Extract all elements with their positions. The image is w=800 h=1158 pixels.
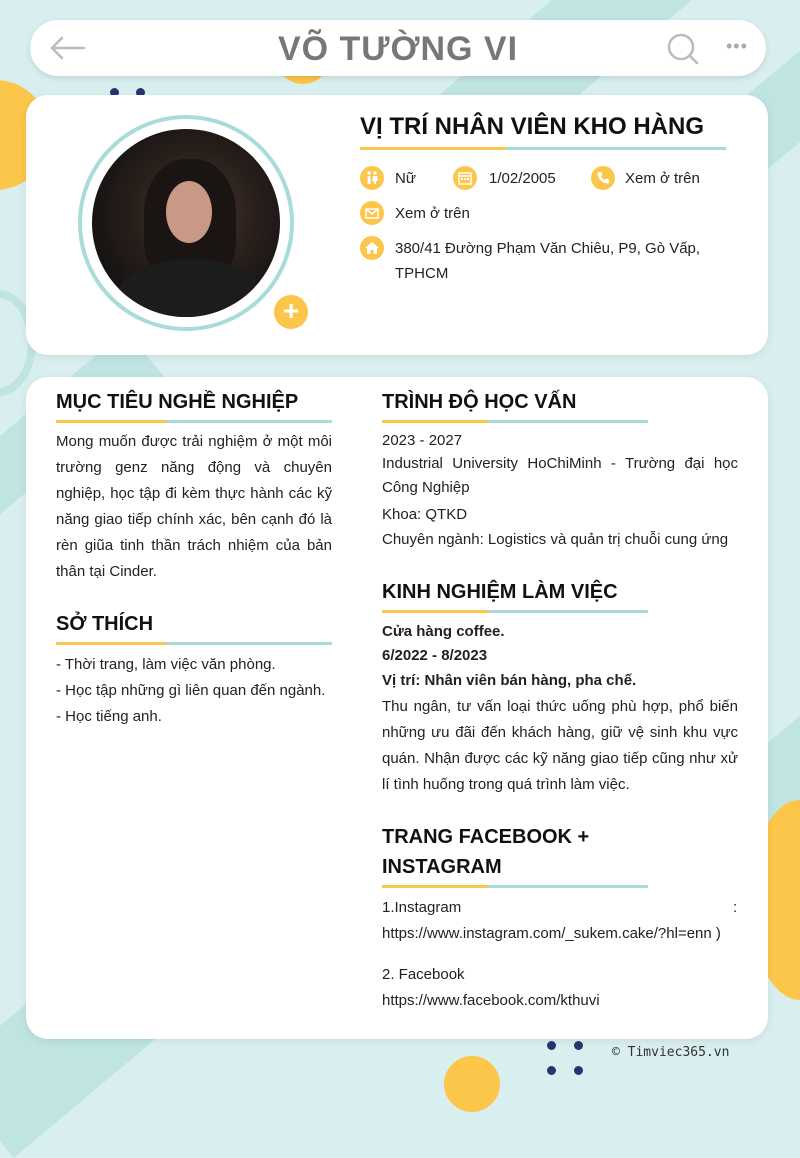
address-line-1: 380/41 Đường Phạm Văn Chiêu, P9, Gò Vấp, [395,240,701,257]
copyright: © Timviec365.vn [612,1045,730,1060]
gender-value: Nữ [395,170,416,187]
phone-icon [591,166,615,190]
add-icon: + [282,295,300,326]
instagram-link[interactable]: https://www.instagram.com/_sukem.cake/?hl=enn ) [382,925,721,942]
hobby-item: - Học tập những gì liên quan đến ngành. [56,682,326,699]
birthday-value: 1/02/2005 [489,170,556,187]
home-icon [360,236,384,260]
hobby-item: - Thời trang, làm việc văn phòng. [56,656,276,673]
education-faculty: Khoa: QTKD [382,506,468,523]
calendar-icon [453,166,477,190]
facebook-link[interactable]: https://www.facebook.com/kthuvi [382,992,600,1009]
education-years: 2023 - 2027 [382,432,463,449]
hobbies-underline [56,642,332,645]
email-value: Xem ở trên [395,205,470,222]
avatar [92,129,280,317]
objective-underline [56,420,332,423]
social-title-line-2: INSTAGRAM [382,856,502,878]
social-underline [382,885,648,888]
page-title: VÕ TƯỜNG VI [277,30,519,68]
objective-title: MỤC TIÊU NGHỀ NGHIỆP [56,391,299,413]
education-title: TRÌNH ĐỘ HỌC VẤN [382,391,577,413]
profile-card [26,95,768,355]
education-underline [382,420,648,423]
experience-period: 6/2022 - 8/2023 [382,647,488,664]
social-title-line-1: TRANG FACEBOOK + [382,826,590,848]
job-title-underline [360,147,726,150]
gender-icon [360,166,384,190]
objective-text: Mong muốn được trải nghiệm ở một môi trường genz năng động và chuyên nghiệp, học tập đi kèm thực hành các kỹ năng giao tiếp chính xác, bên cạnh đó là rèn giũa tinh thần trách nhiệm của bản thân tại Cinder. [56,433,332,580]
more-icon[interactable]: ••• [726,36,748,56]
hobbies-title: SỞ THÍCH [56,613,154,635]
education-school: Industrial University HoChiMinh - Trường đại học Công Nghiệp [382,455,738,496]
instagram-label: 1.Instagram [382,899,462,916]
experience-underline [382,610,648,613]
phone-value: Xem ở trên [625,170,700,187]
experience-description: Thu ngân, tư vấn loại thức uống phù hợp, phổ biến những ưu đãi đến khách hàng, giữ vệ sinh khu vực quán. Nhận được các kỹ năng giao tiếp cũng như xử lí tình huống trong quá trình làm việc. [382,698,738,793]
facebook-label: 2. Facebook [382,966,465,983]
hobby-item: - Học tiếng anh. [56,708,162,725]
avatar-frame [78,115,300,331]
instagram-colon: : [733,899,738,916]
experience-title: KINH NGHIỆM LÀM VIỆC [382,581,618,603]
address-line-2: TPHCM [395,265,449,282]
experience-company: Cửa hàng coffee. [382,623,505,640]
email-icon [360,201,384,225]
job-title: VỊ TRÍ NHÂN VIÊN KHO HÀNG [360,113,705,140]
education-major: Chuyên ngành: Logistics và quản trị chuỗi cung ứng [382,531,729,548]
experience-position: Vị trí: Nhân viên bán hàng, pha chế. [382,672,637,689]
main-card [26,377,768,1039]
add-photo-button[interactable] [272,293,310,331]
search-icon[interactable] [666,32,700,71]
top-bar [30,20,766,76]
